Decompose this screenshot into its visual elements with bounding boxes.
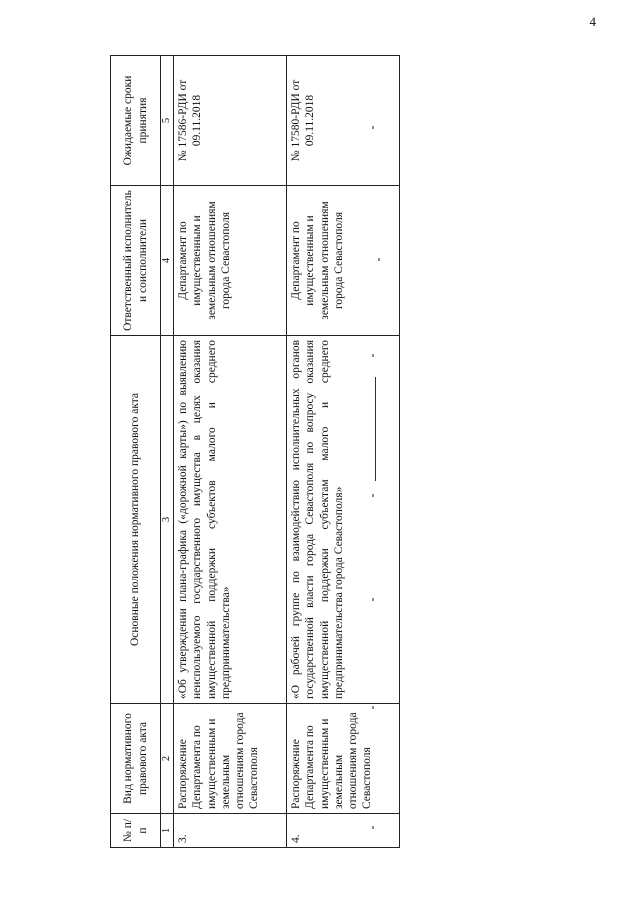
header-executor: Ответственный исполнитель и соисполнители [111, 186, 161, 336]
scan-speck [372, 598, 374, 601]
header-number: № п/п [111, 814, 161, 848]
header-act-type: Вид нормативного правового акта [111, 704, 161, 814]
scan-speck [372, 826, 374, 829]
separator-line [375, 377, 376, 481]
row-number: 3. [174, 814, 287, 848]
basic-provisions: «О рабочей группе по взаимодействию исполнительных органов государственной власти города Севастополя по вопросу оказания имущественной поддержки субъектам малого и среднего предпринимательства города Севастополя» [287, 336, 400, 704]
scan-speck [372, 126, 374, 129]
column-number: 3 [161, 336, 174, 704]
executor: Департамент по имущественным и земельным отношениям города Севастополя [174, 186, 287, 336]
table-row [174, 56, 287, 848]
expected-term: № 17580-РДИ от 09.11.2018 [287, 56, 400, 186]
column-number: 2 [161, 704, 174, 814]
header-basic-provisions: Основные положения нормативного правового акта [111, 336, 161, 704]
rotated-table-container [110, 56, 400, 848]
header-expected-term: Ожидаемые сроки принятия [111, 56, 161, 186]
scan-speck [378, 258, 380, 261]
table-row [287, 56, 400, 848]
column-number: 1 [161, 814, 174, 848]
executor: Департамент по имущественным и земельным отношениям города Севастополя [287, 186, 400, 336]
column-number: 4 [161, 186, 174, 336]
row-number: 4. [287, 814, 400, 848]
scan-speck [372, 354, 374, 357]
page-number: 4 [589, 14, 596, 29]
scan-speck [372, 494, 374, 497]
scan-speck [372, 706, 374, 709]
expected-term: № 17586-РДИ от 09.11.2018 [174, 56, 287, 186]
acts-table [110, 55, 400, 848]
header-row [111, 56, 161, 848]
act-type: Распоряжение Департамента по имущественным и земельным отношениям города Севастополя [287, 704, 400, 814]
act-type: Распоряжение Департамента по имущественным и земельным отношениям города Севастополя [174, 704, 287, 814]
column-number-row [161, 56, 174, 848]
column-number: 5 [161, 56, 174, 186]
basic-provisions: «Об утверждении плана-графика («дорожной карты») по выявлению неиспользуемого государственного имущества в целях оказания имущественной поддержки субъектов малого и среднего предпринимательства» [174, 336, 287, 704]
